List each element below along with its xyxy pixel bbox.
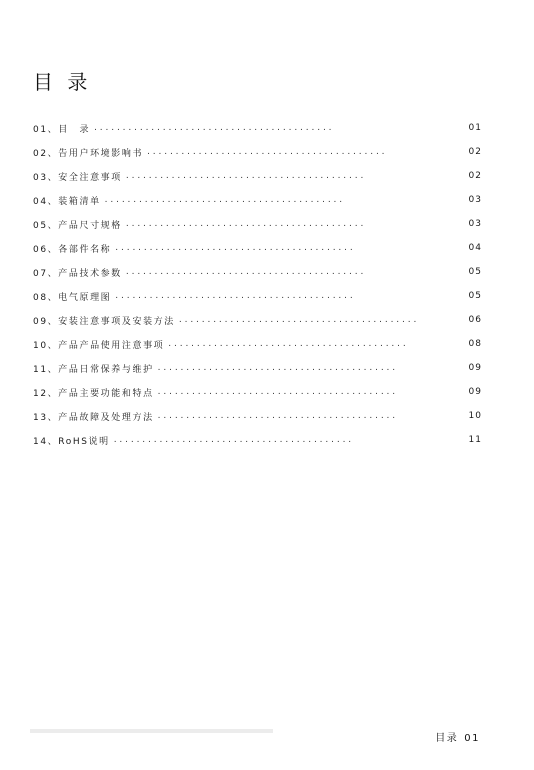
toc-row[interactable]: [33, 356, 482, 380]
toc-label: 产品故障及处理方法: [58, 412, 154, 423]
toc-leader-dots: . . . . . . . . . . . . . . . . . . . . . . . . . . . . . . . . . . . . . . . . . .: [178, 315, 417, 325]
toc-row[interactable]: [33, 188, 482, 212]
toc-leader-dots: . . . . . . . . . . . . . . . . . . . . . . . . . . . . . . . . . . . . . . . . . .: [168, 339, 406, 349]
toc-row[interactable]: [33, 260, 482, 284]
toc-label: 安装注意事项及安装方法: [58, 316, 175, 327]
toc-row[interactable]: [33, 308, 482, 332]
toc-row[interactable]: [33, 140, 482, 164]
footer-section-label: 目录: [435, 733, 459, 744]
toc-page-number: 01: [468, 123, 482, 133]
toc-page-number: 03: [468, 195, 482, 205]
toc-label: 电气原理图: [58, 292, 112, 303]
toc-label: RoHS说明: [58, 436, 110, 447]
toc-page-number: 06: [468, 315, 482, 325]
toc-label: 告用户环境影响书: [58, 148, 144, 159]
toc-page-number: 09: [468, 363, 482, 373]
toc-leader-dots: . . . . . . . . . . . . . . . . . . . . . . . . . . . . . . . . . . . . . . . . . .: [157, 411, 396, 421]
toc-number: 10、: [33, 340, 59, 351]
toc-row[interactable]: [33, 212, 482, 236]
toc-row[interactable]: [33, 404, 482, 428]
toc-label: 各部件名称: [58, 244, 112, 255]
toc-row[interactable]: [33, 236, 482, 260]
toc-leader-dots: . . . . . . . . . . . . . . . . . . . . . . . . . . . . . . . . . . . . . . . . . .: [157, 387, 396, 397]
toc-page-number: 02: [468, 147, 482, 157]
toc-page-number: 05: [468, 267, 482, 277]
toc-page-number: 03: [468, 219, 482, 229]
toc-page-number: 02: [468, 171, 482, 181]
toc-leader-dots: . . . . . . . . . . . . . . . . . . . . . . . . . . . . . . . . . . . . . . . . . .: [147, 147, 385, 157]
toc-row[interactable]: [33, 284, 482, 308]
toc-leader-dots: . . . . . . . . . . . . . . . . . . . . . . . . . . . . . . . . . . . . . . . . . .: [125, 219, 364, 229]
toc-page-number: 08: [468, 339, 482, 349]
toc-row[interactable]: [33, 380, 482, 404]
toc-number: 08、: [33, 292, 59, 303]
toc-leader-dots: . . . . . . . . . . . . . . . . . . . . . . . . . . . . . . . . . . . . . . . . . .: [115, 243, 353, 253]
toc-page-number: 10: [468, 411, 482, 421]
toc-page-number: 05: [468, 291, 482, 301]
toc-number: 03、: [33, 172, 59, 183]
toc-number: 13、: [33, 412, 59, 423]
toc-number: 12、: [33, 388, 59, 399]
toc-page-number: 04: [468, 243, 482, 253]
toc-number: 14、: [33, 436, 59, 447]
footer-divider-bar: [30, 729, 273, 733]
toc-label: 安全注意事项: [58, 172, 122, 183]
toc-number: 05、: [33, 220, 59, 231]
toc-number: 09、: [33, 316, 59, 327]
table-of-contents: [33, 116, 482, 452]
toc-row[interactable]: [33, 428, 482, 452]
toc-number: 06、: [33, 244, 59, 255]
toc-leader-dots: . . . . . . . . . . . . . . . . . . . . . . . . . . . . . . . . . . . . . . . . . .: [94, 123, 332, 133]
toc-number: 02、: [33, 148, 59, 159]
toc-label: 产品尺寸规格: [58, 220, 122, 231]
toc-label: 产品产品使用注意事项: [58, 340, 165, 351]
page-title: 目 录: [33, 70, 92, 94]
toc-label: 目 录: [58, 124, 91, 135]
toc-page-number: 09: [468, 387, 482, 397]
toc-label: 产品主要功能和特点: [58, 388, 154, 399]
page-footer: [435, 729, 480, 744]
toc-number: 11、: [33, 364, 59, 375]
toc-row[interactable]: [33, 164, 482, 188]
toc-number: 07、: [33, 268, 59, 279]
toc-number: 04、: [33, 196, 59, 207]
toc-leader-dots: . . . . . . . . . . . . . . . . . . . . . . . . . . . . . . . . . . . . . . . . . .: [104, 195, 343, 205]
toc-label: 产品日常保养与维护: [58, 364, 154, 375]
toc-label: 装箱清单: [58, 196, 101, 207]
toc-leader-dots: . . . . . . . . . . . . . . . . . . . . . . . . . . . . . . . . . . . . . . . . . .: [125, 267, 364, 277]
toc-leader-dots: . . . . . . . . . . . . . . . . . . . . . . . . . . . . . . . . . . . . . . . . . .: [125, 171, 364, 181]
toc-row[interactable]: [33, 332, 482, 356]
toc-leader-dots: . . . . . . . . . . . . . . . . . . . . . . . . . . . . . . . . . . . . . . . . . .: [113, 435, 352, 445]
toc-row[interactable]: [33, 116, 482, 140]
toc-page-number: 11: [468, 435, 482, 445]
toc-leader-dots: . . . . . . . . . . . . . . . . . . . . . . . . . . . . . . . . . . . . . . . . . .: [157, 363, 396, 373]
toc-label: 产品技术参数: [58, 268, 122, 279]
footer-page-number: 01: [464, 733, 480, 744]
toc-leader-dots: . . . . . . . . . . . . . . . . . . . . . . . . . . . . . . . . . . . . . . . . . .: [115, 291, 353, 301]
toc-number: 01、: [33, 124, 59, 135]
